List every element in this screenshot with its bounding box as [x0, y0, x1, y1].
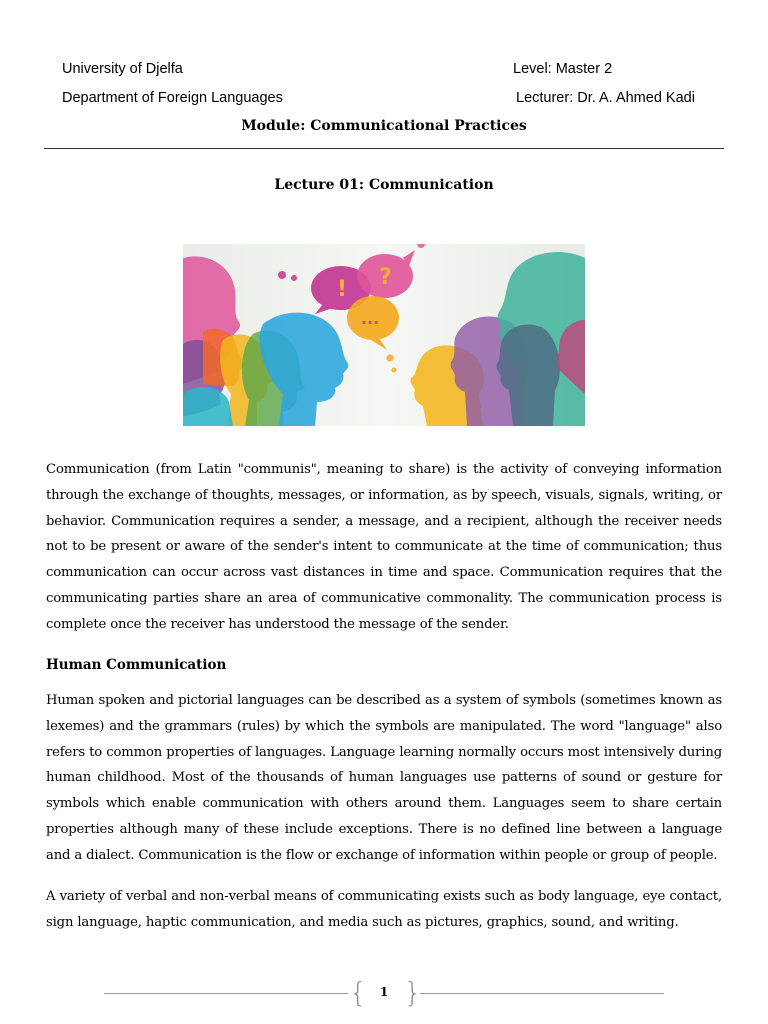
department-name: Department of Foreign Languages [62, 90, 283, 106]
svg-text:...: ... [361, 309, 380, 328]
section-heading-human-communication: Human Communication [46, 657, 227, 673]
lecture-title: Lecture 01: Communication [274, 177, 494, 193]
footer-bracket-left: { [349, 976, 367, 1009]
page-number: 1 [379, 985, 389, 999]
level-label: Level: Master 2 [513, 61, 613, 77]
university-name: University of Djelfa [62, 61, 183, 77]
footer-bracket-right: } [404, 976, 422, 1009]
footer-line-right [420, 993, 664, 994]
svg-text:!: ! [337, 277, 348, 302]
footer-line-left [104, 993, 348, 994]
human-communication-paragraph: Human spoken and pictorial languages can be described as a system of symbols (sometimes known as lexemes) and the grammars (rules) by which the symbols are manipulated. The word "language" also refers to common properties of languages. Language learning normally occurs most intensively during human childhood. Most of the thousands of human languages use patterns of sound or gesture for symbols which enable communication with others around them. Languages seem to share certain properties although many of these include exceptions. There is no defined line between a language and a dialect. Communication is the flow or exchange of information within people or group of people. [46, 693, 722, 863]
intro-paragraph: Communication (from Latin "communis", meaning to share) is the activity of conveying information through the exchange of thoughts, messages, or information, as by speech, visuals, signals, writing, or behavior. Communication requires a sender, a message, and a recipient, although the receiver needs not to be present or aware of the sender's intent to communicate at the time of communication; thus communication can occur across vast distances in time and space. Communication requires that the communicating parties share an area of communicative commonality. The communication process is complete once the receiver has understood the message of the sender. [46, 462, 722, 632]
lecturer-label: Lecturer: Dr. A. Ahmed Kadi [516, 90, 695, 106]
svg-text:?: ? [379, 265, 392, 290]
header-divider [44, 148, 724, 149]
module-title: Module: Communicational Practices [241, 118, 527, 134]
communication-illustration [183, 244, 585, 426]
means-of-communicating-paragraph: A variety of verbal and non-verbal means of communicating exists such as body language, eye contact, sign language, haptic communication, and media such as pictures, graphics, sound, and writing. [46, 889, 722, 930]
